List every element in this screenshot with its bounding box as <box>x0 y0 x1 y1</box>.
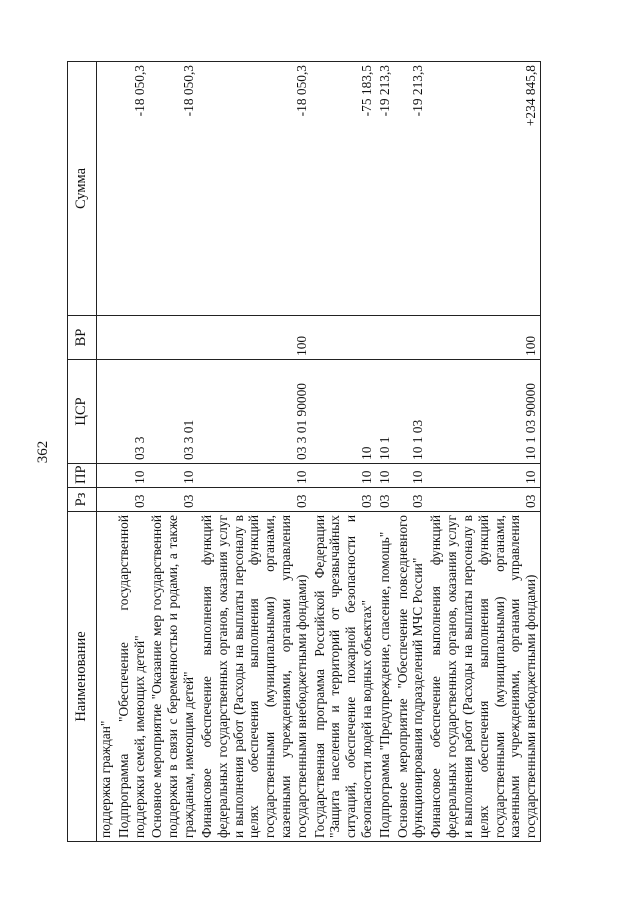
cell-csr: 03 3 01 90000 <box>198 360 311 464</box>
cell-pr: 10 <box>427 464 540 488</box>
cell-vr: 100 <box>198 316 311 360</box>
table-row <box>376 62 394 842</box>
table-row <box>97 62 115 842</box>
cell-sum: +234 845,8 <box>427 62 540 316</box>
header-rz: Рз <box>68 488 97 512</box>
cell-rz <box>97 488 115 512</box>
budget-table <box>67 61 541 842</box>
cell-rz: 03 <box>376 488 394 512</box>
cell-name: Основное мероприятие "Обеспечение повседневного функционирования подразделений МЧС России" <box>394 512 428 842</box>
cell-pr <box>97 464 115 488</box>
cell-sum: -18 050,3 <box>148 62 197 316</box>
cell-vr <box>115 316 149 360</box>
cell-vr: 100 <box>427 316 540 360</box>
cell-name: Подпрограмма "Предупреждение, спасение, помощь" <box>376 512 394 842</box>
cell-sum: -19 213,3 <box>394 62 428 316</box>
cell-rz: 03 <box>198 488 311 512</box>
header-name: Наименование <box>68 512 97 842</box>
table-row <box>148 62 197 842</box>
cell-csr: 03 3 <box>115 360 149 464</box>
cell-name: Финансовое обеспечение выполнения функций федеральных государственных органов, оказания услуг и выполнения работ (Расходы на выплаты персоналу в целях обеспечения выполнения функций государственными (муниципальными) органами, казенными учреждениями, органами управления государственными внебюджетными фондами) <box>427 512 540 842</box>
cell-pr: 10 <box>198 464 311 488</box>
cell-rz: 03 <box>394 488 428 512</box>
cell-csr: 03 3 01 <box>148 360 197 464</box>
cell-rz: 03 <box>115 488 149 512</box>
rotated-page <box>35 42 605 862</box>
cell-vr <box>376 316 394 360</box>
cell-pr: 10 <box>394 464 428 488</box>
table-header-row <box>68 62 97 842</box>
cell-name: Финансовое обеспечение выполнения функций федеральных государственных органов, оказания услуг и выполнения работ (Расходы на выплаты персоналу в целях обеспечения выполнения функций государственными (муниципальными) органами, казенными учреждениями, органами управления государственными внебюджетными фондами) <box>198 512 311 842</box>
cell-csr: 10 1 03 90000 <box>427 360 540 464</box>
cell-sum: -75 183,5 <box>311 62 376 316</box>
cell-csr <box>97 360 115 464</box>
cell-name: Основное мероприятие "Оказание мер государственной поддержки в связи с беременностью и родами, а также гражданам, имеющим детей" <box>148 512 197 842</box>
table-row <box>311 62 376 842</box>
table-row <box>115 62 149 842</box>
cell-csr: 10 1 <box>376 360 394 464</box>
table-row <box>394 62 428 842</box>
header-pr: ПР <box>68 464 97 488</box>
cell-sum <box>97 62 115 316</box>
cell-name: Государственная программа Российской Федерации "Защита населения и территорий от чрезвычайных ситуаций, обеспечение пожарной безопасности и безопасности людей на водных объектах" <box>311 512 376 842</box>
table-row <box>427 62 540 842</box>
cell-vr <box>394 316 428 360</box>
table-row <box>198 62 311 842</box>
cell-rz: 03 <box>148 488 197 512</box>
cell-vr <box>148 316 197 360</box>
cell-pr: 10 <box>115 464 149 488</box>
cell-sum: -19 213,3 <box>376 62 394 316</box>
page-number: 362 <box>35 440 51 464</box>
cell-sum: -18 050,3 <box>198 62 311 316</box>
cell-csr: 10 1 03 <box>394 360 428 464</box>
cell-pr: 10 <box>376 464 394 488</box>
cell-pr: 10 <box>148 464 197 488</box>
cell-csr: 10 <box>311 360 376 464</box>
header-sum: Сумма <box>68 62 97 316</box>
cell-sum: -18 050,3 <box>115 62 149 316</box>
header-csr: ЦСР <box>68 360 97 464</box>
cell-pr: 10 <box>311 464 376 488</box>
cell-name: Подпрограмма "Обеспечение государственной поддержки семей, имеющих детей" <box>115 512 149 842</box>
cell-rz: 03 <box>311 488 376 512</box>
cell-vr <box>311 316 376 360</box>
cell-vr <box>97 316 115 360</box>
cell-name: поддержка граждан" <box>97 512 115 842</box>
header-vr: ВР <box>68 316 97 360</box>
cell-rz: 03 <box>427 488 540 512</box>
